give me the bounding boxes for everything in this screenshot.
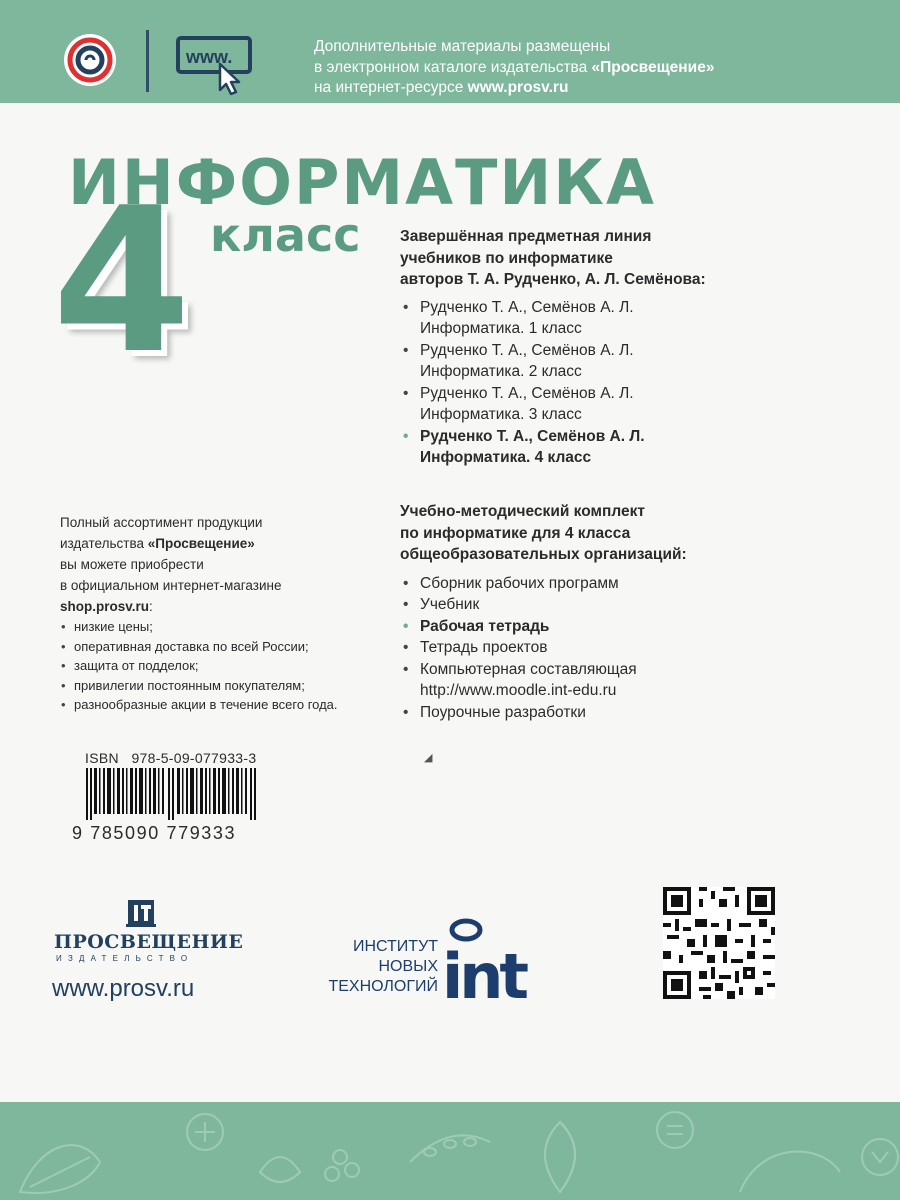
kit-item: • Тетрадь проектов xyxy=(400,637,870,659)
publisher-name: ПРОСВЕЩЕНИЕ xyxy=(54,931,244,953)
shop-benefits-list xyxy=(60,617,360,715)
qr-code xyxy=(663,887,775,999)
shop-info-block: Полный ассортимент продукции издательства «Просвещение» вы можете приобрести в официальном интернет-магазине shop.prosv.ru: • низкие цены; • оперативная доставка по всей России; • защита от подделок; • привилегии постоянным покупателям; • разнообразные акции в течение всего года. xyxy=(60,512,360,715)
header-divider xyxy=(146,30,149,92)
teaching-kit-block xyxy=(400,501,870,723)
subject-title: ИНФОРМАТИКА xyxy=(68,146,656,219)
kit-item: • Учебник xyxy=(400,594,870,616)
series-item: • Рудченко Т. А., Семёнов А. Л. Информатика. 1 класс xyxy=(400,297,870,340)
site-link: www.prosv.ru xyxy=(467,79,569,96)
header-line-2: в электронном каталоге издательства «Просвещение» xyxy=(314,58,715,76)
publisher-url: www.prosv.ru xyxy=(52,975,195,1002)
digital-resource-logo-icon xyxy=(62,32,118,88)
kit-item-current: • Рабочая тетрадь xyxy=(400,616,870,638)
header-line-3: на интернет-ресурсе www.prosv.ru xyxy=(314,79,569,96)
kit-list xyxy=(400,573,870,724)
isbn-line: ISBN 978-5-09-077933-3 xyxy=(85,750,257,766)
small-mark-icon: ◢ xyxy=(424,752,433,764)
shop-benefit-item: • защита от подделок; xyxy=(60,656,360,676)
kit-heading: Учебно-методический комплект по информатике для 4 класса общеобразовательных организаций: xyxy=(400,503,687,563)
shop-link: shop.prosv.ru xyxy=(60,599,150,614)
header-info-text xyxy=(314,37,794,99)
www-icon-label: www. xyxy=(186,47,233,67)
shop-benefit-item: • разнообразные акции в течение всего года. xyxy=(60,695,360,715)
institute-name: ИНСТИТУТ НОВЫХ ТЕХНОЛОГИЙ xyxy=(328,938,438,995)
kit-item: • Сборник рабочих программ xyxy=(400,573,870,595)
grade-word: класс xyxy=(210,208,361,262)
barcode xyxy=(86,768,256,820)
header-line-1: Дополнительные материалы размещены xyxy=(314,38,611,55)
series-item-current: • Рудченко Т. А., Семёнов А. Л. Информатика. 4 класс xyxy=(400,426,870,469)
series-item: • Рудченко Т. А., Семёнов А. Л. Информатика. 2 класс xyxy=(400,340,870,383)
www-click-icon xyxy=(176,34,256,98)
series-item: • Рудченко Т. А., Семёнов А. Л. Информатика. 3 класс xyxy=(400,383,870,426)
kit-url: http://www.moodle.int-edu.ru xyxy=(420,682,617,699)
prosveshchenie-emblem-icon xyxy=(124,896,158,930)
textbook-series-block xyxy=(400,226,870,469)
grade-number: 4 xyxy=(52,165,192,398)
kit-item: • Поурочные разработки xyxy=(400,702,870,724)
series-list xyxy=(400,297,870,469)
int-logo-icon xyxy=(442,918,538,1002)
publisher-name-bold: «Просвещение» xyxy=(591,58,715,76)
footer-doodles-icon xyxy=(0,1102,900,1200)
shop-benefit-item: • привилегии постоянным покупателям; xyxy=(60,676,360,696)
int-logo-text: int xyxy=(442,940,526,1002)
barcode-number: 9 785090 779333 xyxy=(72,823,237,843)
shop-benefit-item: • оперативная доставка по всей России; xyxy=(60,637,360,657)
shop-benefit-item: • низкие цены; xyxy=(60,617,360,637)
series-heading: Завершённая предметная линия учебников по информатике авторов Т. А. Рудченко, А. Л. Семёнова: xyxy=(400,228,706,288)
kit-item: • Компьютерная составляющая http://www.moodle.int-edu.ru xyxy=(400,659,870,702)
publisher-subtitle: ИЗДАТЕЛЬСТВО xyxy=(56,954,194,963)
